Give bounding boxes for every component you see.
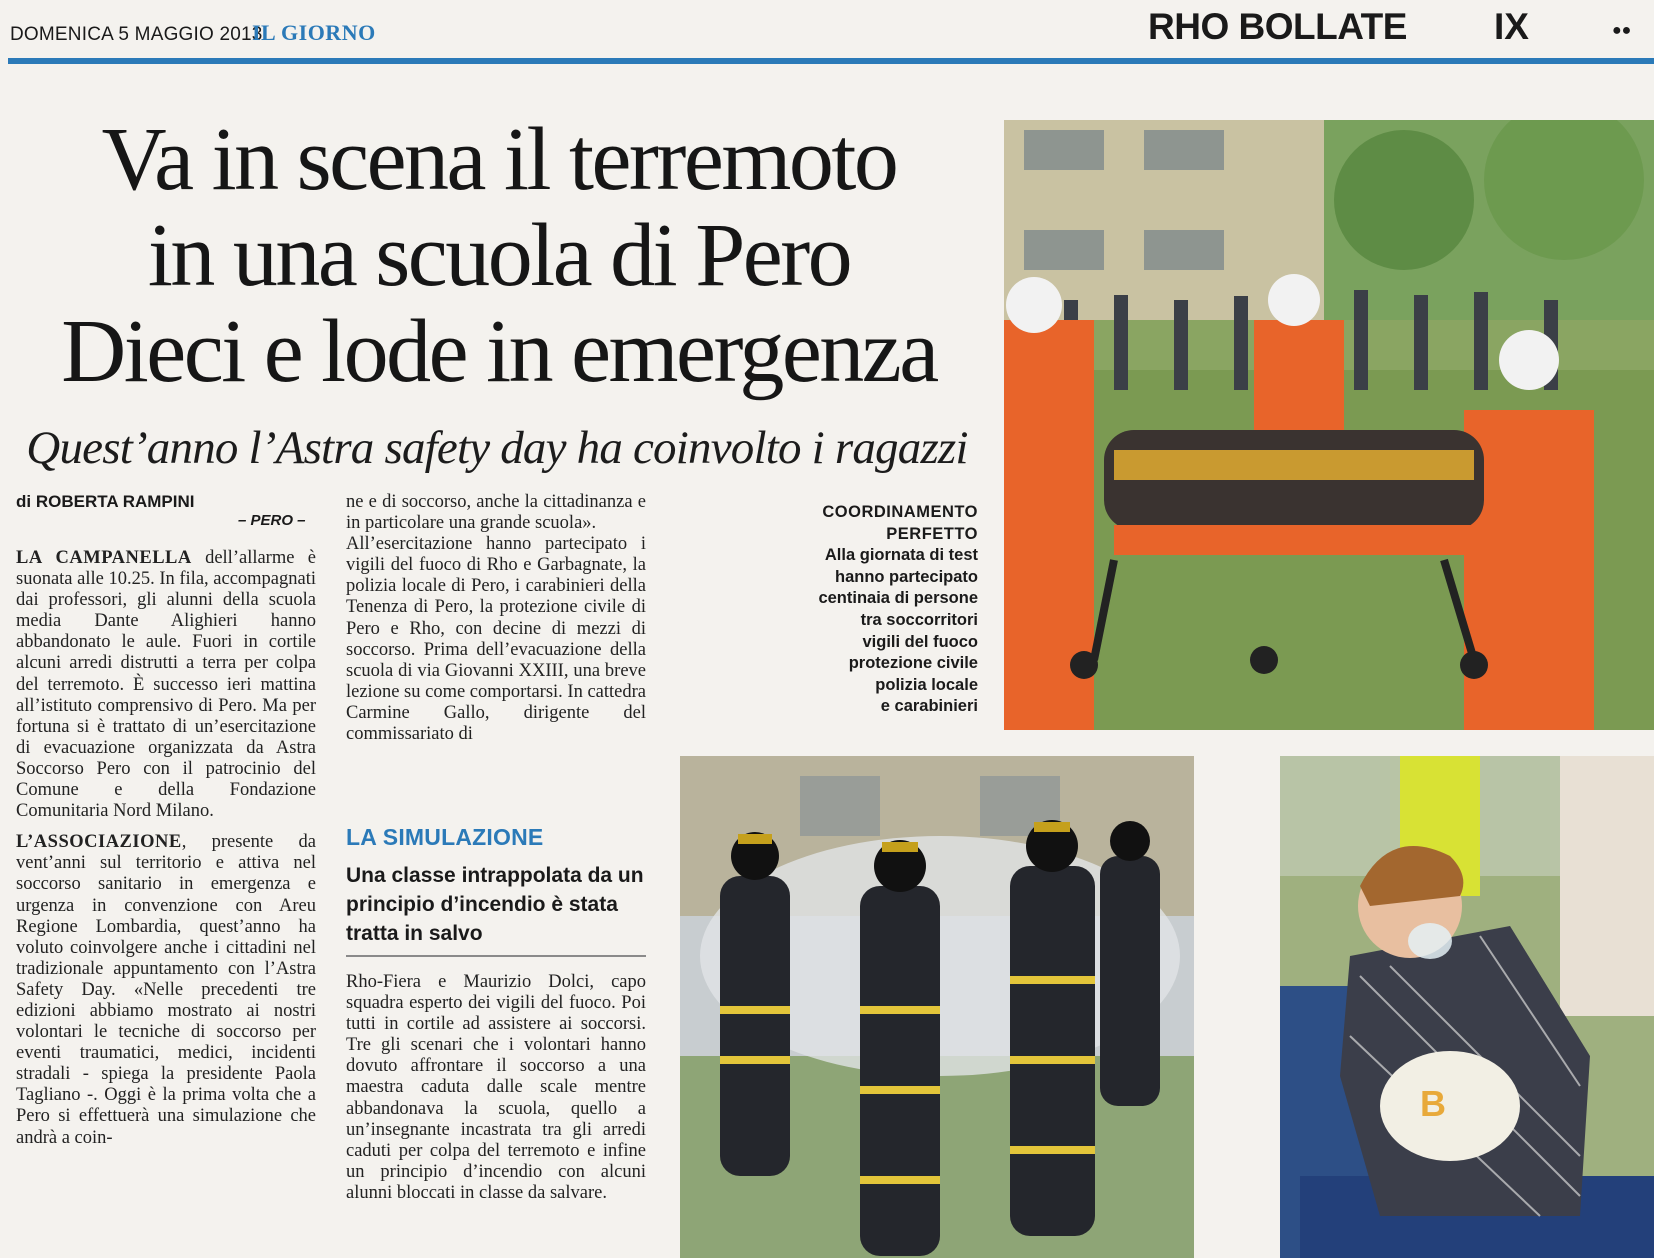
paragraph-4: All’esercitazione hanno partecipato i vigili del fuoco di Rho e Garbagnate, la polizia locale di Pero, i carabinieri della Tenenza di Pero, la protezione civile di Pero e Rho, con decine di mezzi di soccorso. Prima dell’evacuazione della scuola di via Giovanni XXIII, una breve lezione su come comportarsi. In cattedra Carmine Gallo, dirigente del commissariato di <box>346 534 646 745</box>
simulation-text: Una classe intrappolata da un principio d’incendio è stata tratta in salvo <box>346 864 644 945</box>
photo-caption <box>696 502 978 718</box>
paragraph-3: ne e di soccorso, anche la cittadinanza e in particolare una grande scuola». <box>346 492 646 534</box>
article-column-2 <box>346 492 646 745</box>
caption-line: hanno partecipato <box>834 567 978 586</box>
page-ornament: ●● <box>1612 22 1632 39</box>
divider <box>346 955 646 957</box>
photo-oxygen-mask <box>1280 756 1654 1258</box>
byline: di ROBERTA RAMPINI <box>16 492 195 511</box>
headline-line-1: Va in scena il terremoto <box>101 110 897 209</box>
paragraph-text: dell’allarme è suonata alle 10.25. In fila, accompagnati dai professori, gli alunni della scuola media Dante Alighieri hanno abbandonato le aule. Fuori in cortile alcuni arredi distrutti a terra per colpa del terremoto. È successo ieri mattina all’istituto comprensivo di Pero. Ma per fortuna si è trattato di un’esercitazione di evacuazione organizzata da Astra Soccorso Pero con il patrocinio del Comune e della Fondazione Comunitaria Nord Milano. <box>16 548 317 822</box>
caption-line: protezione civile <box>848 654 978 673</box>
article-column-2-continued <box>346 972 646 1204</box>
caption-line: polizia locale <box>875 675 978 694</box>
section-title: RHO BOLLATE <box>1148 6 1407 47</box>
simulation-box <box>346 824 646 948</box>
article-column-1 <box>16 548 316 1149</box>
dateline: – PERO – <box>238 512 306 529</box>
simulation-label: LA SIMULAZIONE <box>346 824 544 850</box>
caption-line: vigili del fuoco <box>862 632 978 651</box>
headline-line-2: in una scuola di Pero <box>147 206 851 305</box>
caption-line: Alla giornata di test <box>824 546 978 565</box>
caption-line: tra soccorritori <box>860 610 978 629</box>
caption-line: centinaia di persone <box>818 589 978 608</box>
newspaper-name: IL GIORNO <box>252 20 376 45</box>
caption-title-1: COORDINAMENTO <box>822 503 978 521</box>
paragraph-1 <box>16 548 316 822</box>
paragraph-text: , presente da vent’anni sul territorio e attiva nel soccorso sanitario in emergenza e urgenza in convenzione con Areu Regione Lombardia, quest’anno ha voluto coinvolgere anche i cittadini nel tradizionale appuntamento con l’Astra Safety Day. «Nelle precedenti tre edizioni abbiamo mostrato ai nostri volontari le tecniche di soccorso per eventi traumatici, medici, incidenti stradali - spiega la presidente Paola Tagliano -. Oggi è la prima volta che a Pero si effettuerà una simulazione che andrà a coin- <box>16 832 316 1148</box>
photo-firefighters <box>680 756 1194 1258</box>
headline <box>16 112 982 400</box>
paragraph-lead: L’ASSOCIAZIONE <box>16 832 182 853</box>
header-rule <box>8 58 1654 64</box>
paragraph-2 <box>16 832 316 1148</box>
subheadline: Quest’anno l’Astra safety day ha coinvolto i ragazzi <box>26 422 968 474</box>
headline-line-3: Dieci e lode in emergenza <box>61 302 937 401</box>
photo-stretcher-rescue <box>1004 120 1654 730</box>
paragraph-lead: LA CAMPANELLA <box>16 548 192 568</box>
page-number: IX <box>1494 6 1529 47</box>
issue-date: DOMENICA 5 MAGGIO 2013 <box>10 24 263 45</box>
svg-text:B: B <box>1420 1083 1446 1124</box>
caption-title-2: PERFETTO <box>886 524 978 543</box>
paragraph-5: Rho-Fiera e Maurizio Dolci, capo squadra esperto dei vigili del fuoco. Poi tutti in cortile ad assistere ai soccorsi. Tre gli scenari che i volontari hanno dovuto affrontare il soccorso a una maestra caduta dalle scale mentre abbandonava la scuola, quello a un’insegnante incastrata tra gli arredi caduti per colpa del terremoto e infine un principio d’incendio con alcuni alunni bloccati in classe da salvare. <box>346 972 646 1203</box>
caption-line: e carabinieri <box>880 697 978 716</box>
